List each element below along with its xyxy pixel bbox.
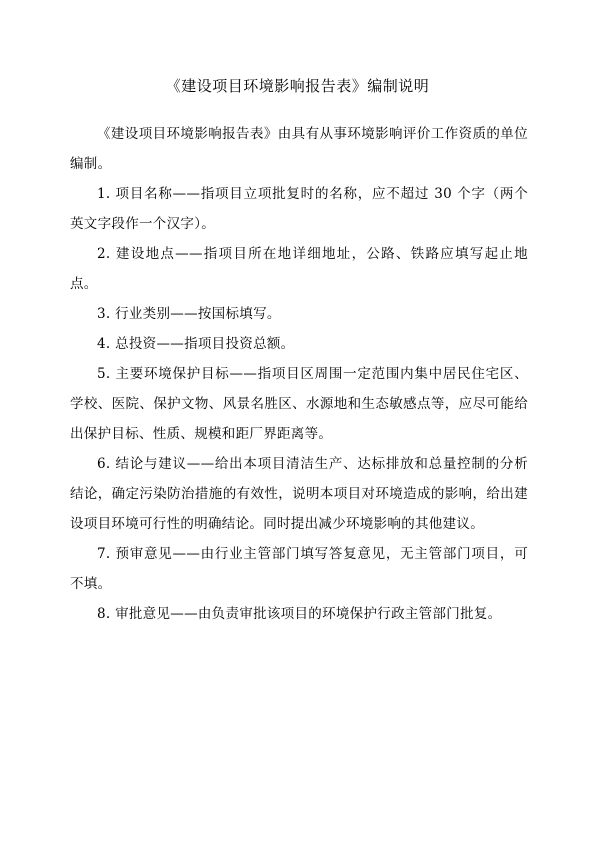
paragraph-industry-category: 3. 行业类别——按国标填写。 bbox=[97, 306, 281, 322]
document-title: 《建设项目环境影响报告表》编制说明 bbox=[165, 77, 430, 95]
paragraph-conclusions: 6. 结论与建议——给出本项目清洁生产、达标排放和总量控制的分析结论，确定污染防治措施的有效性，说明本项目对环境造成的影响，给出建设项目环境可行性的明确结论。同时提出减少环境影响的其他建议。 bbox=[70, 456, 528, 532]
paragraph-approval: 8. 审批意见——由负责审批该项目的环境保护行政主管部门批复。 bbox=[97, 606, 502, 622]
paragraph-construction-location: 2. 建设地点——指项目所在地详细地址，公路、铁路应填写起止地点。 bbox=[70, 246, 528, 292]
document-body bbox=[70, 119, 528, 629]
paragraph-protection-targets: 5. 主要环境保护目标——指项目区周围一定范围内集中居民住宅区、学校、医院、保护文物、风景名胜区、水源地和生态敏感点等，应尽可能给出保护目标、性质、规模和距厂界距离等。 bbox=[70, 366, 528, 442]
paragraph-intro: 《建设项目环境影响报告表》由具有从事环境影响评价工作资质的单位编制。 bbox=[70, 126, 528, 172]
paragraph-pre-review: 7. 预审意见——由行业主管部门填写答复意见，无主管部门项目，可不填。 bbox=[70, 546, 528, 592]
paragraph-total-investment: 4. 总投资——指项目投资总额。 bbox=[97, 336, 295, 352]
paragraph-project-name: 1. 项目名称——指项目立项批复时的名称，应不超过 30 个字（两个英文字段作一个汉字）。 bbox=[70, 186, 528, 232]
